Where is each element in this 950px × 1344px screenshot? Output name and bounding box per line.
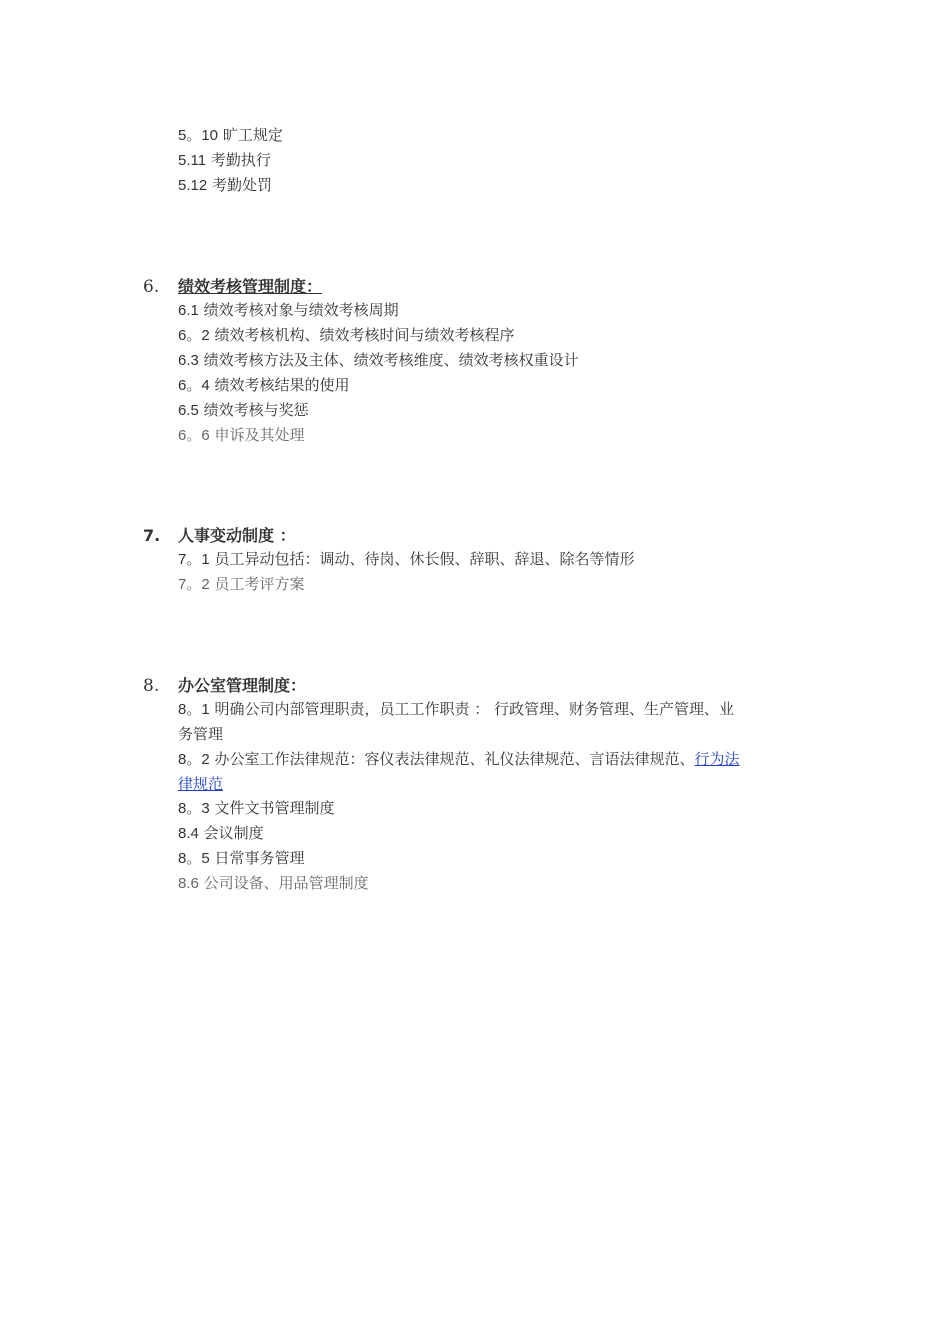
- item-number: 8.4: [178, 825, 199, 842]
- list-item: [178, 323, 514, 348]
- item-number: 5.12: [178, 177, 208, 194]
- list-item: [178, 572, 304, 597]
- item-text: 考勤处罚: [211, 176, 272, 194]
- heading-number: 8.: [143, 676, 160, 696]
- behavior-norms-link-continued[interactable]: 律规范: [178, 775, 224, 793]
- item-number: 8。1: [178, 701, 210, 718]
- item-text: 绩效考核机构、绩效考核时间与绩效考核程序: [214, 326, 515, 344]
- list-item: [178, 348, 579, 373]
- item-number: 6.3: [178, 352, 199, 369]
- item-text: 公司设备、用品管理制度: [203, 874, 369, 892]
- list-item: [178, 373, 349, 398]
- list-item: [178, 547, 634, 572]
- section-heading-7: [143, 523, 296, 549]
- heading-number: 6.: [143, 277, 160, 297]
- item-text: 员工考评方案: [214, 575, 305, 593]
- list-item: [178, 148, 271, 173]
- item-text: 员工异动包括：调动、待岗、休长假、辞职、辞退、除名等情形: [214, 550, 635, 568]
- list-item: [178, 821, 264, 846]
- item-number: 6。4: [178, 377, 210, 394]
- list-item-continuation: [178, 722, 223, 747]
- list-item: [178, 123, 283, 148]
- item-text: 文件文书管理制度: [214, 799, 335, 817]
- item-text: 申诉及其处理: [214, 426, 305, 444]
- item-text: 会议制度: [203, 824, 264, 842]
- list-item: [178, 398, 309, 423]
- heading-title: 绩效考核管理制度：: [178, 277, 323, 296]
- item-number: 7。2: [178, 576, 210, 593]
- item-number: 8。2: [178, 751, 210, 768]
- item-text: 绩效考核与奖惩: [203, 401, 309, 419]
- item-number: 8。5: [178, 850, 210, 867]
- item-text: 日常事务管理: [214, 849, 305, 867]
- list-item: [178, 747, 740, 772]
- section-heading-6: [143, 274, 322, 300]
- item-number: 8.6: [178, 875, 199, 892]
- item-number: 7。1: [178, 551, 210, 568]
- list-item: [178, 697, 734, 722]
- item-text: 绩效考核对象与绩效考核周期: [203, 301, 399, 319]
- heading-title: 办公室管理制度：: [178, 676, 307, 695]
- item-text: 办公室工作法律规范：容仪表法律规范、礼仪法律规范、言语法律规范、: [214, 750, 695, 768]
- list-item: [178, 173, 272, 198]
- item-text: 考勤执行: [210, 151, 271, 169]
- section-heading-8: [143, 673, 306, 699]
- item-number: 6。6: [178, 427, 210, 444]
- list-item: [178, 298, 399, 323]
- list-item-continuation: [178, 772, 223, 797]
- heading-title: 人事变动制度 ：: [178, 526, 296, 545]
- item-number: 8。3: [178, 800, 210, 817]
- item-number: 6。2: [178, 327, 210, 344]
- heading-number: 7.: [143, 526, 161, 545]
- list-item: [178, 423, 304, 448]
- item-text: 明确公司内部管理职责，员工工作职责 ： 行政管理、财务管理、生产管理、业: [214, 700, 735, 718]
- list-item: [178, 846, 304, 871]
- item-text: 旷工规定: [222, 126, 283, 144]
- list-item: [178, 796, 334, 821]
- item-number: 6.1: [178, 302, 199, 319]
- item-text: 绩效考核结果的使用: [214, 376, 350, 394]
- item-number: 5。10: [178, 127, 219, 144]
- item-text: 绩效考核方法及主体、绩效考核维度、绩效考核权重设计: [203, 351, 579, 369]
- item-number: 5.11: [178, 152, 207, 169]
- item-text-continued: 务管理: [178, 725, 224, 743]
- behavior-norms-link[interactable]: 行为法: [694, 750, 740, 768]
- item-number: 6.5: [178, 402, 199, 419]
- list-item: [178, 871, 369, 896]
